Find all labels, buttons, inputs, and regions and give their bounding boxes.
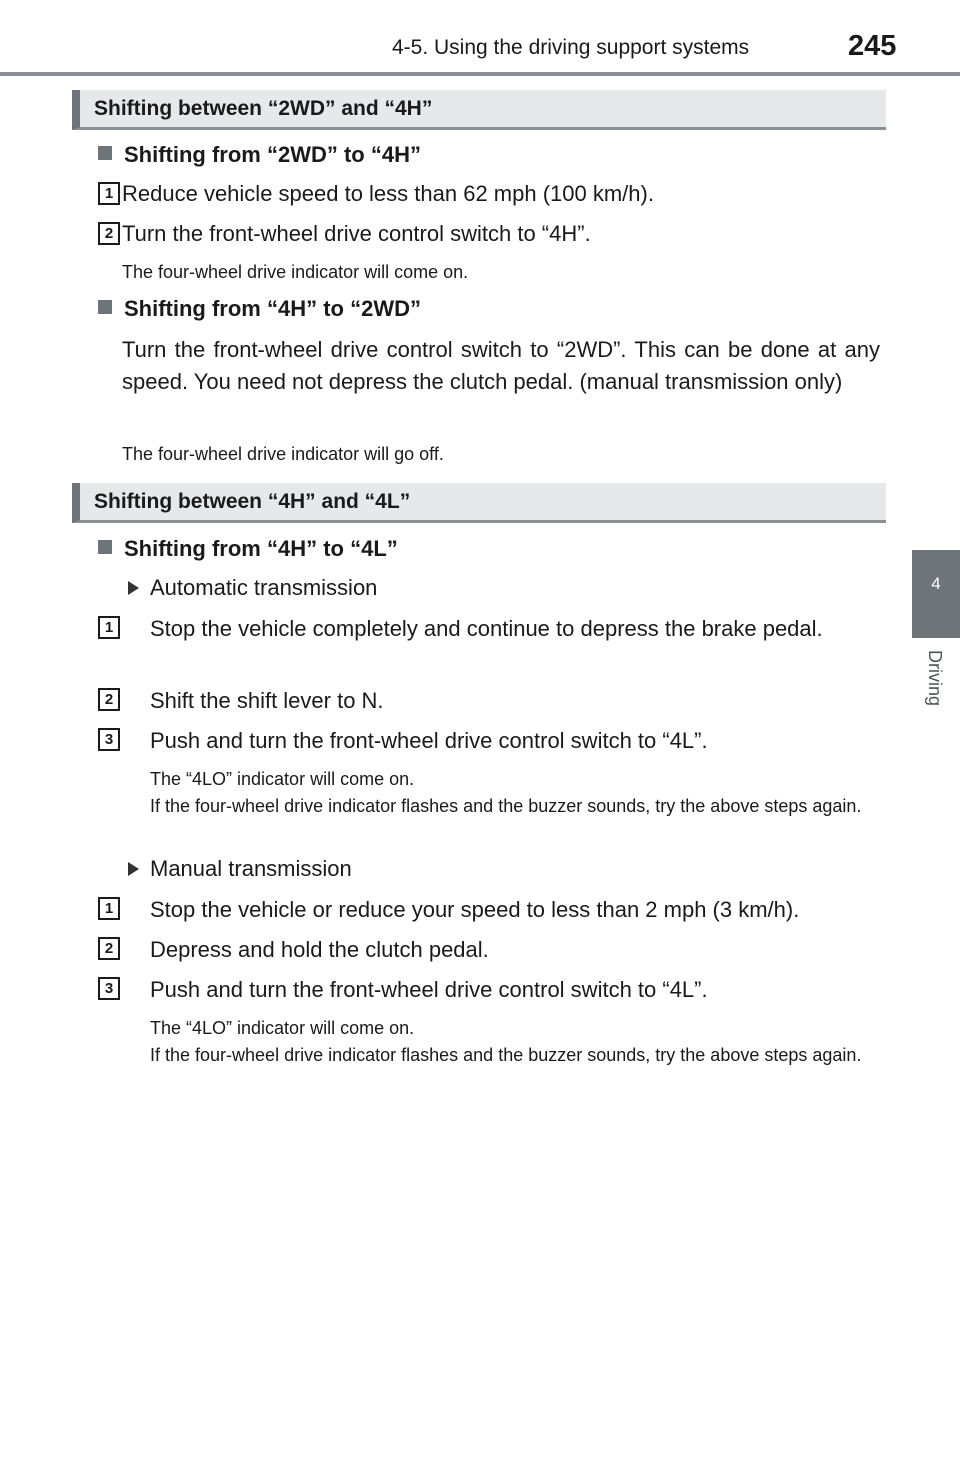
step-number-badge: 2 [98, 937, 120, 960]
step-number-badge: 3 [98, 728, 120, 751]
section-title: Shifting between “4H” and “4L” [94, 490, 411, 513]
step-number-badge: 3 [98, 977, 120, 1000]
step-number-badge: 1 [98, 897, 120, 920]
step-number-badge: 1 [98, 616, 120, 639]
subheading-2wd-to-4h: Shifting from “2WD” to “4H” [98, 142, 421, 168]
transmission-label: Manual transmission [150, 856, 352, 881]
step-number-badge: 2 [98, 688, 120, 711]
square-bullet-icon [98, 540, 112, 554]
step-text: Push and turn the front-wheel drive control switch to “4L”. [150, 728, 708, 753]
note-text: The “4LO” indicator will come on. [150, 769, 415, 789]
subheading-4h-to-2wd: Shifting from “4H” to “2WD” [98, 296, 421, 322]
note-text: If the four-wheel drive indicator flashes and the buzzer sounds, try the above steps again. [150, 796, 862, 816]
step-text: Depress and hold the clutch pedal. [150, 937, 489, 962]
section-header-2wd-4h [72, 90, 886, 130]
step-number-badge: 2 [98, 222, 120, 245]
step-text: Stop the vehicle completely and continue to depress the brake pedal. [150, 616, 823, 641]
note-text: The “4LO” indicator will come on. [150, 1018, 415, 1038]
step-text: Push and turn the front-wheel drive control switch to “4L”. [150, 977, 708, 1002]
step-text: Stop the vehicle or reduce your speed to less than 2 mph (3 km/h). [150, 897, 800, 922]
chapter-tab-number: 4 [931, 574, 941, 593]
header-rule [0, 72, 960, 76]
section-title: Shifting between “2WD” and “4H” [94, 97, 433, 120]
body-paragraph: Turn the front-wheel drive control switch to “2WD”. This can be done at any speed. You need not depress the clutch pedal. (manual transmission only) [122, 337, 880, 394]
note-text: The four-wheel drive indicator will come on. [122, 262, 469, 282]
note-text: The four-wheel drive indicator will go off. [122, 444, 444, 464]
triangle-bullet-icon [128, 862, 139, 876]
chapter-tab-label: Driving [925, 650, 945, 707]
chapter-tab [912, 550, 960, 638]
square-bullet-icon [98, 146, 112, 160]
page-number: 245 [848, 30, 897, 62]
note-text: If the four-wheel drive indicator flashes and the buzzer sounds, try the above steps again. [150, 1045, 862, 1065]
square-bullet-icon [98, 300, 112, 314]
transmission-label: Automatic transmission [150, 575, 378, 600]
step-text: Turn the front-wheel drive control switch to “4H”. [122, 221, 591, 246]
subheading-4h-to-4l: Shifting from “4H” to “4L” [98, 536, 398, 562]
step-number-badge: 1 [98, 182, 120, 205]
triangle-bullet-icon [128, 581, 139, 595]
step-text: Reduce vehicle speed to less than 62 mph (100 km/h). [122, 181, 654, 206]
section-header-4h-4l [72, 483, 886, 523]
chapter-title: 4-5. Using the driving support systems [392, 36, 750, 59]
step-text: Shift the shift lever to N. [150, 688, 384, 713]
